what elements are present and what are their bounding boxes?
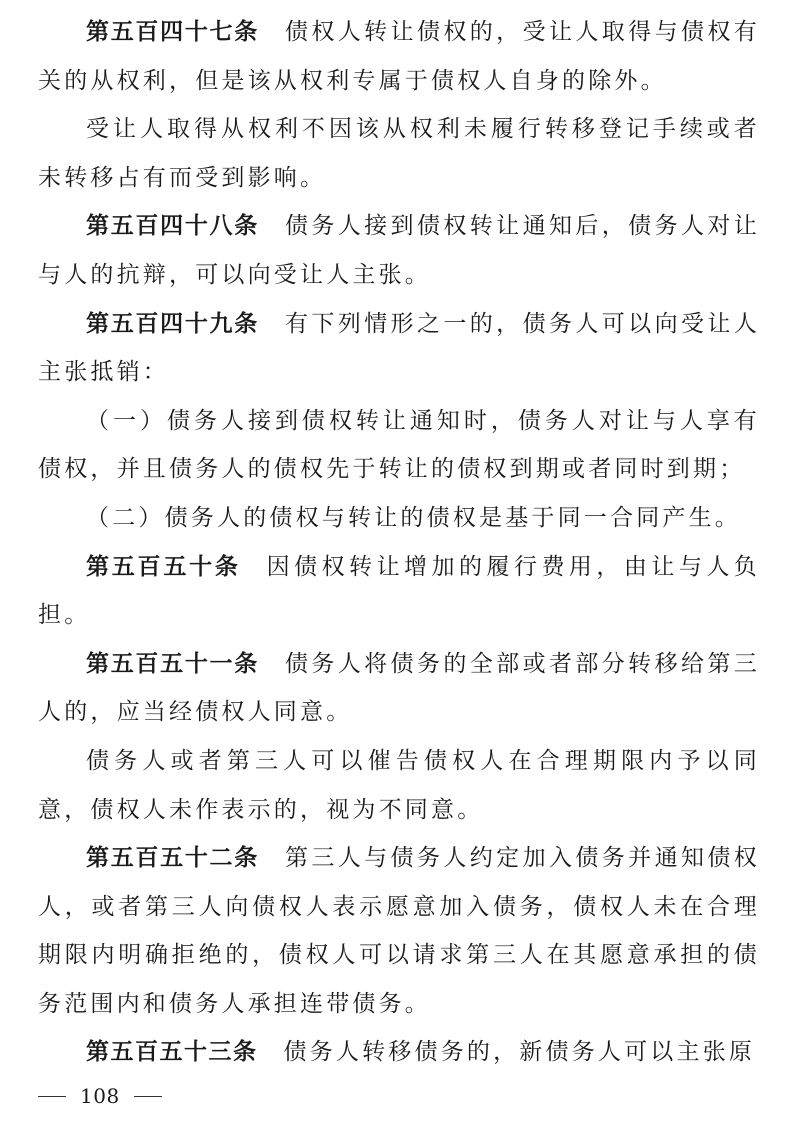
paragraph: [38, 494, 760, 543]
paragraph: [38, 300, 760, 397]
article-number: 第五百五十条: [86, 553, 241, 580]
paragraph: [38, 8, 760, 105]
page-number: 108: [80, 1084, 120, 1108]
article-text: 债务人将债务的全部或者部分转移给第三人的，应当经债权人同意。: [38, 650, 761, 726]
footer-dash-left: [38, 1096, 66, 1097]
article-number: 第五百五十三条: [86, 1039, 258, 1066]
paragraph-text: （二）债务人的债权与转让的债权是基于同一合同产生。: [86, 504, 741, 531]
article-text: 第三人与债务人约定加入债务并通知债权人，或者第三人向债权人表示愿意加入债务，债权人未在合理期限内明确拒绝的，债权人可以请求第三人在其愿意承担的债务范围内和债务人承担连带债务。: [38, 845, 761, 1017]
article-number: 第五百四十八条: [86, 213, 259, 240]
article-text: 债权人转让债权的，受让人取得与债权有关的从权利，但是该从权利专属于债权人自身的除外。: [38, 19, 761, 94]
paragraph: [38, 834, 760, 1028]
paragraph: [38, 397, 760, 494]
paragraph-text: 受让人取得从权利不因该从权利未履行转移登记手续或者未转移占有而受到影响。: [38, 116, 760, 191]
footer-dash-right: [134, 1096, 162, 1097]
paragraph-text: 债务人或者第三人可以催告债权人在合理期限内予以同意，债权人未作表示的，视为不同意。: [38, 747, 760, 823]
paragraph-text: （一）债务人接到债权转让通知时，债务人对让与人享有债权，并且债务人的债权先于转让的债权到期或者同时到期；: [38, 407, 760, 483]
paragraph: [38, 543, 760, 640]
article-number: 第五百五十二条: [86, 845, 259, 872]
paragraph: [38, 737, 760, 834]
paragraph: [38, 105, 760, 202]
article-text: 债务人转移债务的，新债务人可以主张原: [283, 1039, 756, 1066]
article-text: 因债权转让增加的履行费用，由让与人负担。: [38, 553, 760, 629]
page-footer: [38, 1082, 162, 1110]
paragraph: [38, 640, 760, 737]
article-number: 第五百四十九条: [86, 310, 259, 337]
article-number: 第五百五十一条: [86, 650, 259, 677]
paragraph: [38, 202, 760, 299]
article-text: 有下列情形之一的，债务人可以向受让人主张抵销：: [38, 310, 761, 386]
article-text: 债务人接到债权转让通知后，债务人对让与人的抗辩，可以向受让人主张。: [38, 213, 761, 288]
paragraph: [38, 1028, 760, 1077]
page-body: [38, 8, 760, 1077]
article-number: 第五百四十七条: [86, 19, 259, 45]
